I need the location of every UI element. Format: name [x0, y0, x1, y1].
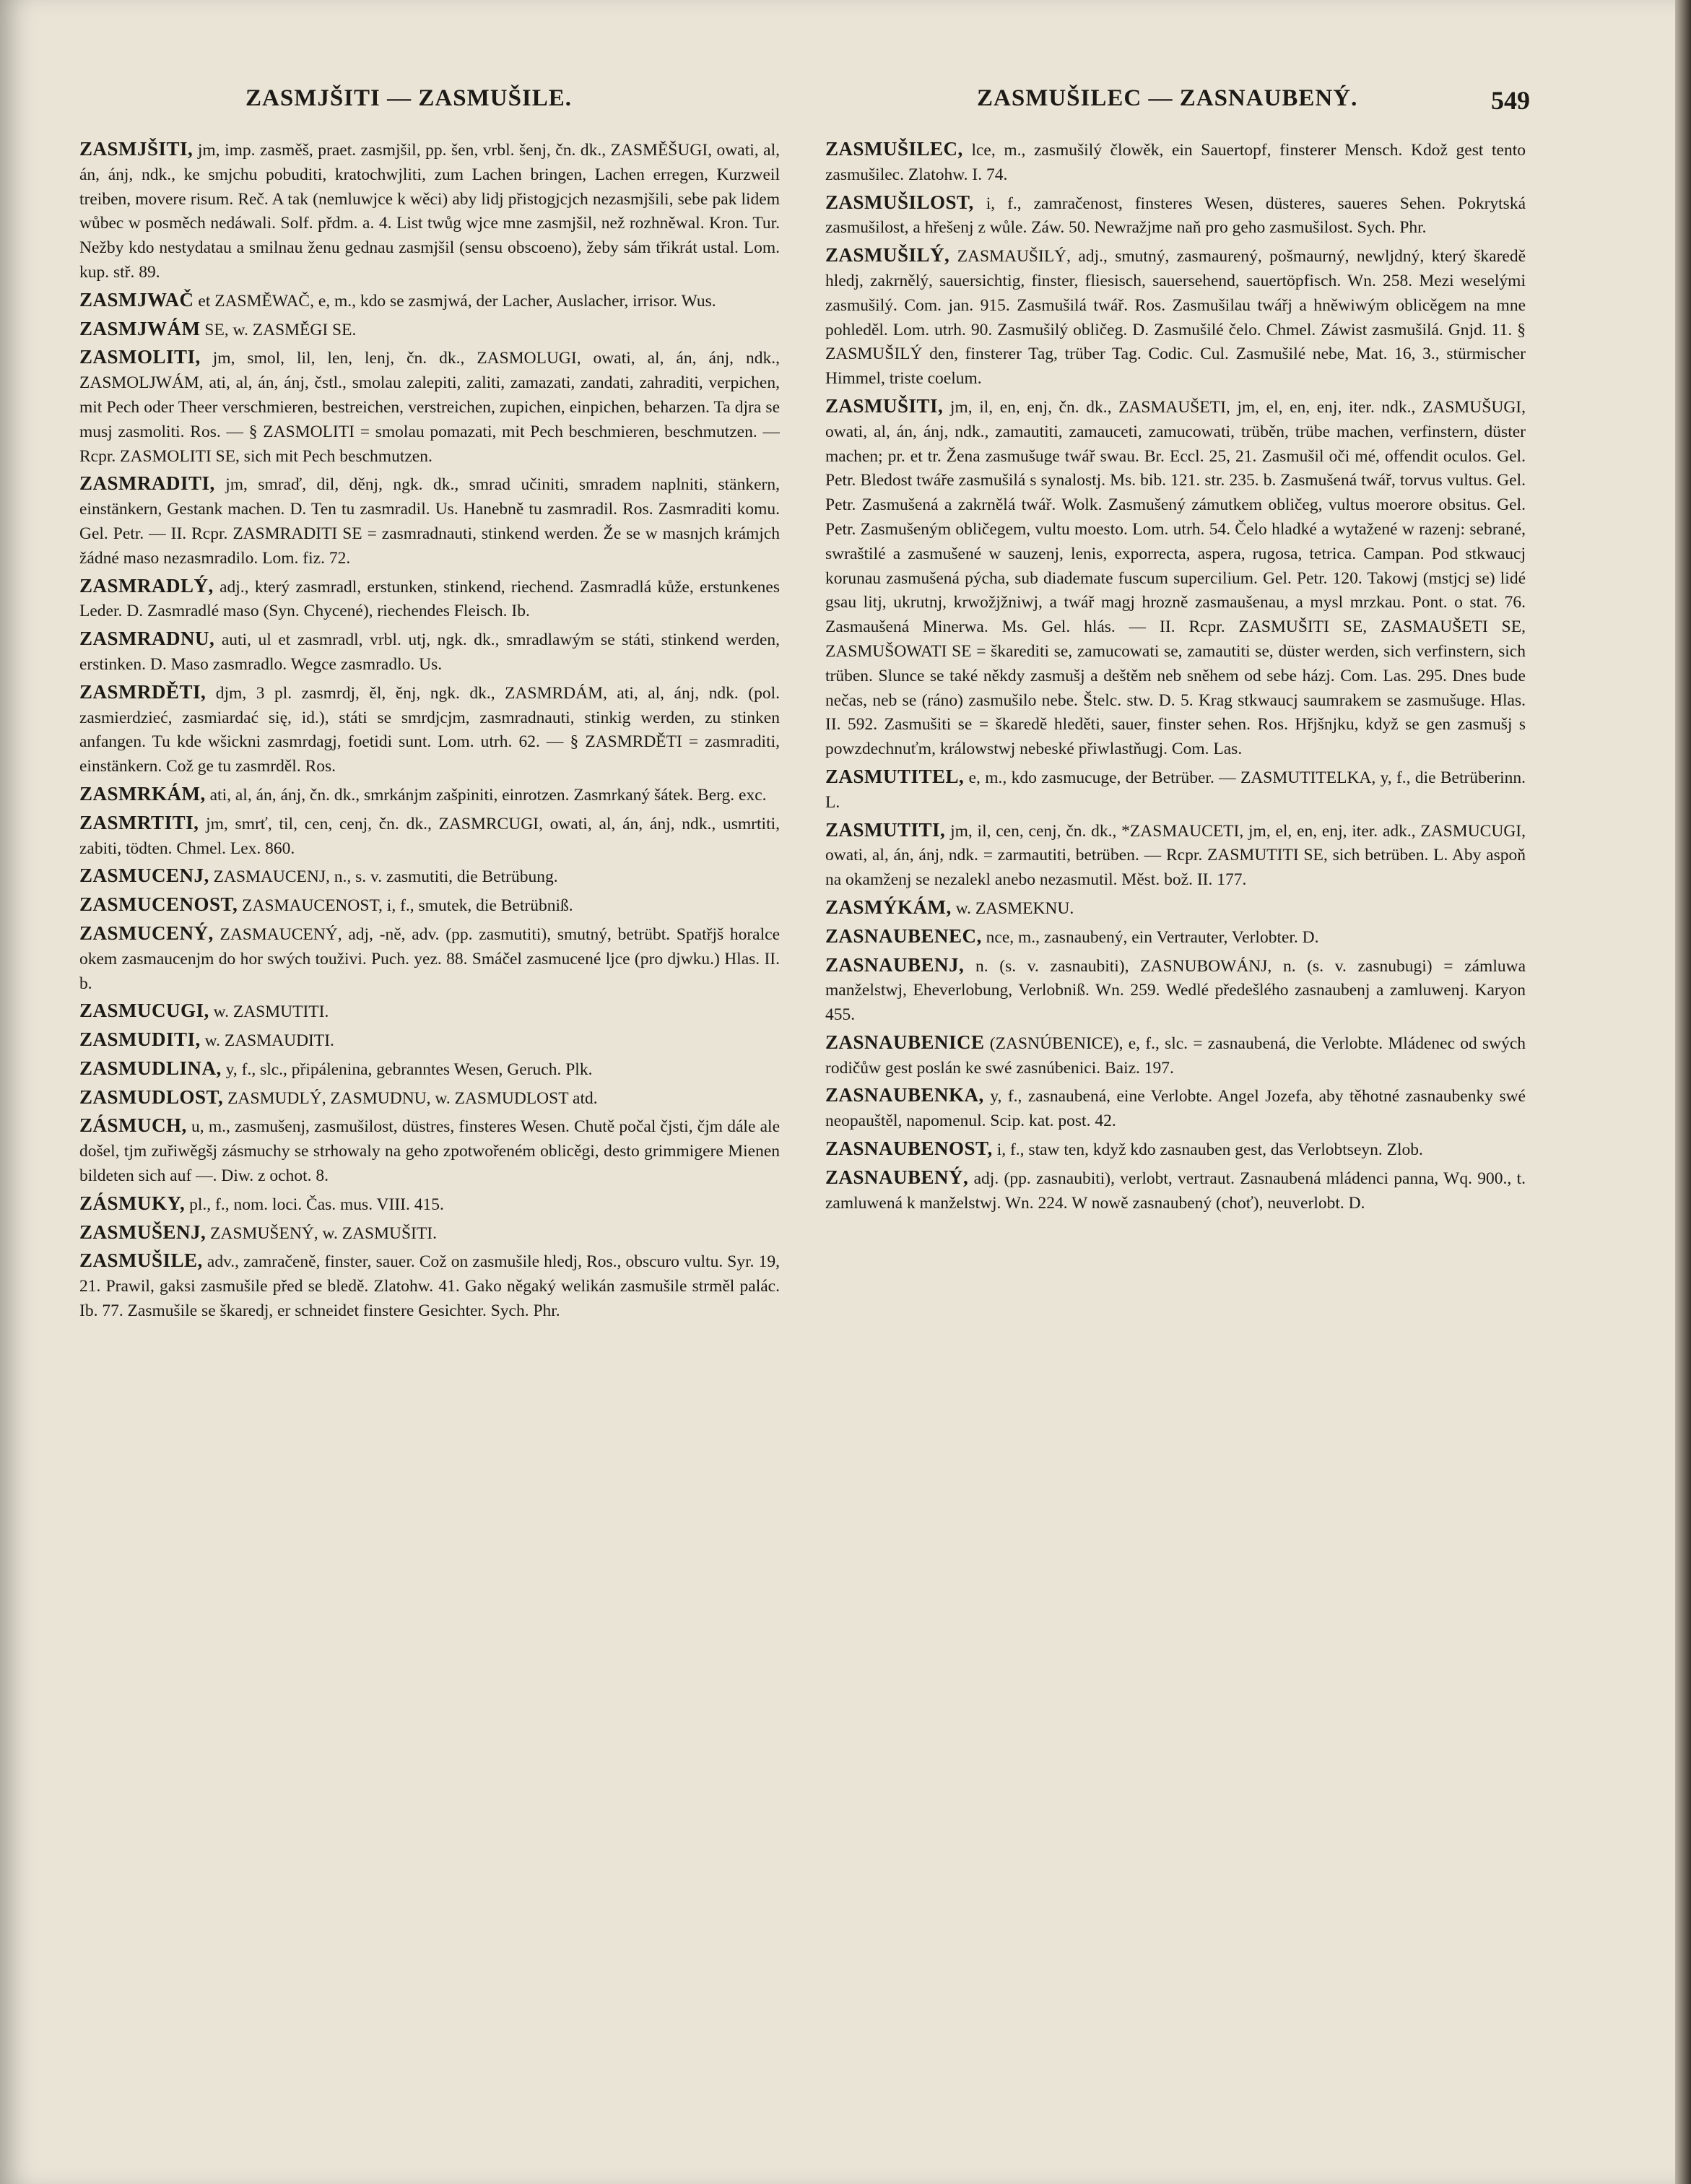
- entry-body: w. ZASMEKNU.: [955, 898, 1074, 918]
- dictionary-entry: [79, 782, 780, 808]
- dictionary-entry: [79, 317, 780, 343]
- dictionary-entry: [79, 288, 780, 314]
- entry-headword: ZASMUDLINA,: [79, 1057, 222, 1079]
- page-number: 549: [1491, 86, 1530, 115]
- dictionary-entry: [79, 893, 780, 919]
- entry-body: ati, al, án, ánj, čn. dk., smrkánjm zašpiniti, einrotzen. Zasmrkaný šátek. Berg. exc.: [209, 785, 767, 805]
- entry-body: pl., f., nom. loci. Čas. mus. VIII. 415.: [189, 1195, 444, 1214]
- entry-headword: ZASNAUBENICE: [825, 1031, 985, 1053]
- dictionary-entry: [79, 1221, 780, 1247]
- dictionary-entry: [825, 1083, 1526, 1134]
- entry-headword: ZASMUŠILEC,: [825, 138, 963, 160]
- dictionary-entry: [79, 680, 780, 779]
- entry-headword: ZASMUŠILÝ,: [825, 244, 950, 266]
- entry-body: ZASMAUŠILÝ, adj., smutný, zasmaurený, pošmaurný, newljdný, který škaredě hledj, zakrnělý, sauersichtig, finster, fliesisch, sauersehend, sauertöpfisch. Wn. 258. Mezi weselými zasmušilý. Com. jan. 915. Zasmušilá twář. Ros. Zasmušilau twářj a hněwiwým oblicěgem na mne pohleděl. Lom. utrh. 90. Zasmušilý obličeg. D. Zasmušilé čelo. Chmel. Záwist zasmušilá. Gnjd. 11. § ZASMUŠILÝ den, finsterer Tag, trüber Tag. Codic. Cul. Zasmušilé nebe, Mat. 16, 3., stürmischer Himmel, triste coelum.: [825, 247, 1526, 389]
- entry-body: w. ZASMUTITI.: [213, 1002, 329, 1022]
- dictionary-entry: [79, 1114, 780, 1188]
- entry-headword: ZASMUDITI,: [79, 1028, 201, 1051]
- dictionary-entry: [79, 574, 780, 625]
- entry-headword: ZASNAUBENÝ,: [825, 1166, 969, 1188]
- dictionary-entry: [825, 1166, 1526, 1216]
- dictionary-entry: [79, 472, 780, 571]
- entry-headword: ZASMUTITEL,: [825, 765, 965, 787]
- entry-headword: ZASMUŠILOST,: [825, 191, 974, 213]
- entry-headword: ZASMOLITI,: [79, 346, 201, 368]
- dictionary-entry: [825, 1031, 1526, 1081]
- dictionary-entry: [79, 811, 780, 862]
- entry-body: jm, smol, lil, len, lenj, čn. dk., ZASMOLUGI, owati, al, án, ánj, ndk., ZASMOLJWÁM, ati, al, án, ánj, čstl., smolau zalepiti, zaliti, zamazati, zandati, zahraditi, verpichen, mit Pech oder Theer verschmieren, bestreichen, verstreichen, zupichen, einpichen, beharzen. Ta djra se musj zasmoliti. Ros. — § ZASMOLITI = smolau pomazati, mit Pech beschmieren, beschmutzen. — Rcpr. ZASMOLITI SE, sich mit Pech beschmutzen.: [79, 349, 780, 466]
- entry-headword: ZASMUDLOST,: [79, 1086, 224, 1108]
- entry-headword: ZÁSMUKY,: [79, 1192, 186, 1214]
- entry-headword: ZASMRADLÝ,: [79, 574, 214, 597]
- dictionary-entry: [79, 1057, 780, 1083]
- entry-body: jm, smraď, dil, děnj, ngk. dk., smrad učiniti, smradem naplniti, stänkern, einstänkern, Gestank machen. D. Ten tu zasmradil. Us. Hanebně tu zasmradil. Ros. Zasmraditi komu. Gel. Petr. — II. Rcpr. ZASMRADITI SE = zasmradnauti, stinkend werden. Že se w masnjch krámjch žádné maso nezasmradilo. Lom. fiz. 72.: [79, 475, 780, 568]
- entry-headword: ZASMUCENJ,: [79, 864, 209, 887]
- dictionary-entry: [825, 1137, 1526, 1163]
- dictionary-entry: [79, 922, 780, 996]
- entry-headword: ZASNAUBENEC,: [825, 924, 982, 947]
- dictionary-entry: [79, 1028, 780, 1054]
- entry-body: nce, m., zasnaubený, ein Vertrauter, Verlobter. D.: [986, 927, 1319, 947]
- entry-body: e, m., kdo zasmucuge, der Betrüber. — ZASMUTITELKA, y, f., die Betrüberinn. L.: [825, 768, 1526, 812]
- entry-headword: ZASMUTITI,: [825, 818, 946, 841]
- left-column: [79, 137, 780, 2145]
- entry-headword: ZASMJWAČ: [79, 288, 194, 311]
- entry-body: djm, 3 pl. zasmrdj, ěl, ěnj, ngk. dk., ZASMRDÁM, ati, al, ánj, ndk. (pol. zasmierdzieć, zasmiardać się, id.), státi se smrdjcjm, zasmradnauti, stinkig werden, zu stinken anfangen. Tu kde wšickni zasmrdagj, foetidi sunt. Lom. utrh. 62. — § ZASMRDĚTI = zasmraditi, einstänkern. Což ge tu zasmrděl. Ros.: [79, 683, 780, 776]
- dictionary-entry: [825, 191, 1526, 241]
- entry-headword: ZASMUCENÝ,: [79, 922, 214, 944]
- entry-body: lce, m., zasmušilý člowěk, ein Sauertopf, finsterer Mensch. Kdož gest tento zasmušilec. Zlatohw. I. 74.: [825, 141, 1526, 184]
- entry-body: i, f., staw ten, když kdo zasnauben gest, das Verlobtseyn. Zlob.: [996, 1140, 1423, 1160]
- running-head-left: ZASMJŠITI — ZASMUŠILE.: [245, 85, 573, 111]
- entry-headword: ZASNAUBENJ,: [825, 953, 965, 976]
- entry-headword: ZASMUŠITI,: [825, 394, 944, 417]
- book-edge: [1675, 0, 1691, 2184]
- dictionary-entry: [825, 953, 1526, 1028]
- entry-body: ZASMUDLÝ, ZASMUDNU, w. ZASMUDLOST atd.: [227, 1088, 598, 1108]
- entry-body: SE, w. ZASMĚGI SE.: [204, 320, 357, 339]
- entry-body: ZASMAUCENOST, i, f., smutek, die Betrübniß.: [242, 896, 573, 916]
- entry-body: jm, imp. zasměš, praet. zasmjšil, pp. šen, vrbl. šenj, čn. dk., ZASMĚŠUGI, owati, al, án, ánj, ndk., ke smjchu pobuditi, kratochwjliti, zum Lachen bringen, Lachen erregen, Kurzweil treiben, movere risum. Reč. A tak (nemluwjce k wěci) aby lidj přistogjcjch nezasmjšili, sebe pak lidem wůbec w posměch nedáwali. Solf. přdm. a. 4. List twůg wjce mne zasmjšil, než rozhněwal. Kron. Tur. Nežby kdo nestydatau a smilnau ženu gednau zasmjšil (sensu obscoeno), žeby sám třikrát ustal. Lom. kup. stř. 89.: [79, 141, 780, 282]
- entry-headword: ZASMUCUGI,: [79, 1000, 209, 1022]
- entry-headword: ZASMUŠILE,: [79, 1249, 203, 1272]
- dictionary-entry: [825, 924, 1526, 950]
- entry-headword: ZASMRADNU,: [79, 628, 215, 650]
- entry-headword: ZASNAUBENOST,: [825, 1138, 993, 1160]
- entry-body: n. (s. v. zasnaubiti), ZASNUBOWÁNJ, n. (s. v. zasnubugi) = zámluwa manželstwj, Eheverlobung, Verlobniß. Wn. 259. Wedlé předešlého zasnaubenj a zamluwenj. Karyon 455.: [825, 956, 1526, 1025]
- dictionary-entry: [79, 1249, 780, 1323]
- entry-body: u, m., zasmušenj, zasmušilost, düstres, finsteres Wesen. Chutě počal čjsti, čjm dále ale došel, tjm zuřiwěgšj zásmuchy se strhowaly na geho zpotwořeném oblicěgi, desto grimmigere Mienen bildeten sich auf —. Diw. z ochot. 8.: [79, 1117, 780, 1186]
- entry-body: jm, il, cen, cenj, čn. dk., *ZASMAUCETI, jm, el, en, enj, iter. adk., ZASMUCUGI, owati, al, án, ánj, ndk. = zarmautiti, betrüben. — Rcpr. ZASMUTITI SE, sich betrüben. L. Aby aspoň na okamženj se nezalekl anebo nezasmutil. Měst. bož. II. 177.: [825, 821, 1526, 890]
- entry-headword: ZASMJŠITI,: [79, 138, 194, 160]
- entry-headword: ZASMUCENOST,: [79, 893, 238, 916]
- dictionary-entry: [825, 818, 1526, 893]
- entry-headword: ZASMJWÁM: [79, 317, 201, 339]
- dictionary-entry: [79, 345, 780, 469]
- dictionary-entry: [825, 896, 1526, 922]
- dictionary-entry: [79, 1192, 780, 1218]
- dictionary-entry: [825, 243, 1526, 391]
- entry-headword: ZASMÝKÁM,: [825, 896, 952, 918]
- entry-headword: ZASMRADITI,: [79, 472, 215, 495]
- entry-body: ZASMAUCENÝ, adj, -ně, adv. (pp. zasmutiti), smutný, betrübt. Spatřjš horalce okem zasmaucenjm do hor swých touživi. Puch. yez. 88. Smáčel zasmucené ljce (pro djwku.) Hlas. II. b.: [79, 924, 780, 993]
- entry-headword: ZASMRTITI,: [79, 811, 199, 833]
- entry-body: y, f., slc., připálenina, gebranntes Wesen, Geruch. Plk.: [225, 1060, 593, 1079]
- entry-body: ZASMUŠENÝ, w. ZASMUŠITI.: [210, 1223, 437, 1243]
- entry-body: jm, il, en, enj, čn. dk., ZASMAUŠETI, jm, el, en, enj, iter. ndk., ZASMUŠUGI, owati, al, án, ánj, ndk., zamautiti, zamauceti, zamucowati, trüběn, trübe machen, verfinstern, düster machen; pr. et tr. Žena zasmušuge twář swau. Br. Eccl. 25, 21. Zasmušil oči mé, offendit oculos. Gel. Petr. Bledost twáře zasmušilá s synalostj. Ms. bib. 121. str. 235. b. Zasmušená twář, torvus vultus. Gel. Petr. Zasmušená a zakrnělá twář. Wolk. Zasmušený zámutkem obličeg, vultus moerore obsitus. Gel. Petr. Zasmušeným obličegem, vultu moesto. Lom. utrh. 54. Čelo hladké a wytažené w razenj: sebrané, swraštilé a zasmušené w sauzenj, lenis, exporrecta, aspera, rugosa, tetrica. Campan. Pod stkwaucj korunau zasmušená pýcha, sub diademate fuscum supercilium. Gel. Petr. 120. Takowj (mstjcj se) lidé gsau litj, ukrutnj, krwožjžniwj, a twář magj hrozně zasmaušenau, a mysl mrzkau. Pont. o stat. 76. Zasmaušená Minerwa. Ms. Gel. hlás. — II. Rcpr. ZASMUŠITI SE, ZASMAUŠETI SE, ZASMUŠOWATI SE = škarediti se, zamucowati se, zamautiti se, düster werden, sich verfinstern, sich trüben. Slunce se také někdy zasmušj a deštěm neb sněhem od sebe házj. Com. Las. 295. Dnes bude nečas, neb se (ráno) zasmušilo nebe. Štelc. stw. D. 5. Krag stkwaucj saumrakem se zasmušuge. Hlas. II. 592. Zasmušiti se = škaredě hleděti, sauer, finster sehen. Ros. Hřjšnjku, když se gen zasmušj s powzdechnuťm, králowstwj nebeské přiwlastňugj. Com. Las.: [825, 397, 1526, 759]
- entry-body: w. ZASMAUDITI.: [204, 1031, 334, 1051]
- dictionary-entry: [79, 999, 780, 1025]
- dictionary-entry: [79, 627, 780, 677]
- entry-body: adv., zamračeně, finster, sauer. Což on zasmušile hledj, Ros., obscuro vultu. Syr. 19, 21. Prawil, gaksi zasmušile před se bledě. Zlatohw. 41. Gako něgaký welikán zasmušile strměl palác. Ib. 77. Zasmušile se škaredj, er schneidet finstere Gesichter. Sych. Phr.: [79, 1252, 780, 1321]
- entry-body: ZASMAUCENJ, n., s. v. zasmutiti, die Betrübung.: [213, 867, 558, 887]
- entry-headword: ZASNAUBENKA,: [825, 1084, 984, 1106]
- dictionary-entry: [79, 864, 780, 890]
- dictionary-entry: [825, 137, 1526, 188]
- entry-headword: ZASMRDĚTI,: [79, 680, 207, 703]
- entry-body: auti, ul et zasmradl, vrbl. utj, ngk. dk., smradlawým se státi, stinkend werden, erstinken. D. Maso zasmradlo. Wegce zasmradlo. Us.: [79, 630, 780, 674]
- entry-headword: ZASMUŠENJ,: [79, 1221, 207, 1243]
- dictionary-entry: [79, 1086, 780, 1112]
- entry-body: i, f., zamračenost, finsteres Wesen, düsteres, saueres Sehen. Pokrytská zasmušilost, a hřešenj z wůle. Záw. 50. Newražjme naň pro geho zasmušilost. Sych. Phr.: [825, 194, 1526, 238]
- entry-body: et ZASMĚWAČ, e, m., kdo se zasmjwá, der Lacher, Auslacher, irrisor. Wus.: [198, 291, 716, 311]
- entry-body: jm, smrť, til, cen, cenj, čn. dk., ZASMRCUGI, owati, al, án, ánj, ndk., usmrtiti, zabiti, tödten. Chmel. Lex. 860.: [79, 814, 780, 858]
- entry-body: adj. (pp. zasnaubiti), verlobt, vertraut. Zasnaubená mládenci panna, Wq. 900., t. zamluwená k manželstwj. Wn. 224. W nowě zasnaubený (choť), neuverlobt. D.: [825, 1169, 1526, 1213]
- dictionary-entry: [79, 137, 780, 285]
- entry-body: adj., který zasmradl, erstunken, stinkend, riechend. Zasmradlá kůže, erstunkenes Leder. D. Zasmradlé maso (Syn. Chycené), riechendes Fleisch. Ib.: [79, 577, 780, 621]
- dictionary-entry: [825, 765, 1526, 815]
- entry-headword: ZÁSMUCH,: [79, 1114, 187, 1137]
- entry-body: y, f., zasnaubená, eine Verlobte. Angel Jozefa, aby těhotné zasnaubenky swé neopauštěl, napomenul. Scip. kat. post. 42.: [825, 1087, 1526, 1131]
- running-head-right: ZASMUŠILEC — ZASNAUBENÝ.: [977, 85, 1358, 111]
- dictionary-entry: [825, 394, 1526, 762]
- entry-headword: ZASMRKÁM,: [79, 782, 206, 805]
- right-column: [825, 137, 1526, 2145]
- entry-body: (ZASNÚBENICE), e, f., slc. = zasnaubená, die Verlobte. Mládenec od swých rodičůw gest poslán ke swé zasnúbenici. Baiz. 197.: [825, 1034, 1526, 1078]
